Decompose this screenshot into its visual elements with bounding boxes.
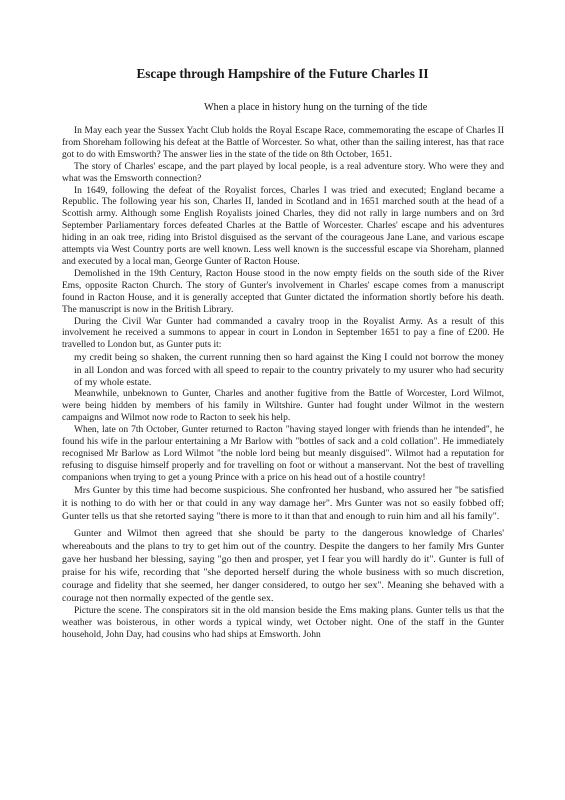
paragraph: When, late on 7th October, Gunter returned to Racton "having stayed longer with friends than he intended", he found his wife in the parlour entertaining a Mr Barlow with "bottles of sack and a cold collation". He immediately recognised Mr Barlow as Lord Wilmot "the noble lord being but meanly disguised". Wilmot had a reputation for refusing to disguise himself properly and for travelling on foot or without a manservant. Not the best of travelling companions when trying to get a young Prince with a price on his head out of a hostile country! bbox=[62, 425, 504, 483]
block-quote: my credit being so shaken, the current running then so hard against the King I could not borrow the money in all London and was forced with all speed to repair to the country privately to my usurer who had security of my whole estate. bbox=[74, 352, 504, 389]
paragraph: Meanwhile, unbeknown to Gunter, Charles and another fugitive from the Battle of Worcester, Lord Wilmot, were being hidden by members of his family in Wiltshire. Gunter had fought under Wilmot in the western campaigns and Wilmot now rode to Racton to seek his help. bbox=[62, 389, 504, 424]
document-subtitle: When a place in history hung on the turning of the tide bbox=[204, 102, 428, 113]
paragraph: Picture the scene. The conspirators sit in the old mansion beside the Ems making plans. Gunter tells us that the weather was boisterous, in other words a typical windy, wet October night. One of the staff in the Gunter household, John Day, had cousins who had ships at Emsworth. John bbox=[62, 605, 504, 640]
paragraph: Mrs Gunter by this time had become suspicious. She confronted her husband, who assured her "be satisfied it is nothing to do with her or that could in any way damage her". Mrs Gunter was not so easily fobbed off; Gunter tells us that she retorted saying "there is more to it than that and enough to ruin him and all his family". bbox=[62, 484, 504, 522]
document-body bbox=[62, 126, 504, 642]
paragraph: In 1649, following the defeat of the Royalist forces, Charles I was tried and executed; England became a Republic. The following year his son, Charles II, landed in Scotland and in 1651 marched south at the head of a Scottish army. Although some English Royalists joined Charles, they did not rally in large numbers and on 3rd September Parliamentary forces defeated Charles at the Battle of Worcester. Charles' escape and his adventures hiding in an oak tree, riding into Bristol disguised as the servant of the courageous Jane Lane, and various escape attempts via West Country ports are well known. Less well known is the successful escape via Shoreham, planned and executed by a local man, George Gunter of Racton House. bbox=[62, 185, 504, 267]
paragraph: Gunter and Wilmot then agreed that she should be party to the dangerous knowledge of Charles' whereabouts and the plans to try to get him out of the country. Despite the dangers to her family Mrs Gunter gave her husband her blessing, saying "go then and prosper, yet I fear you will hardly do it". Gunter is full of praise for his wife, recording that "she deported herself during the whole business with so much discretion, courage and fidelity that she seemed, her danger considered, to outgo her sex". Meaning she behaved with a courage not then normally expected of the gentle sex. bbox=[62, 528, 504, 604]
paragraph: Demolished in the 19th Century, Racton House stood in the now empty fields on the south side of the River Ems, opposite Racton Church. The story of Gunter's involvement in Charles' escape comes from a manuscript found in Racton House, and it is generally accepted that Gunter dictated the information shortly before his death. The manuscript is now in the British Library. bbox=[62, 268, 504, 315]
document-title: Escape through Hampshire of the Future Charles II bbox=[136, 66, 429, 81]
paragraph: The story of Charles' escape, and the part played by local people, is a real adventure story. Who were they and what was the Emsworth connection? bbox=[62, 161, 504, 184]
paragraph: During the Civil War Gunter had commanded a cavalry troop in the Royalist Army. As a result of this involvement he received a summons to appear in court in London in September 1651 to pay a fine of £200. He travelled to London but, as Gunter puts it: bbox=[62, 316, 504, 351]
paragraph: In May each year the Sussex Yacht Club holds the Royal Escape Race, commemorating the escape of Charles II from Shoreham following his defeat at the Battle of Worcester. So what, other than the sailing interest, has that race got to do with Emsworth? The answer lies in the state of the tide on 8th October, 1651. bbox=[62, 126, 504, 160]
